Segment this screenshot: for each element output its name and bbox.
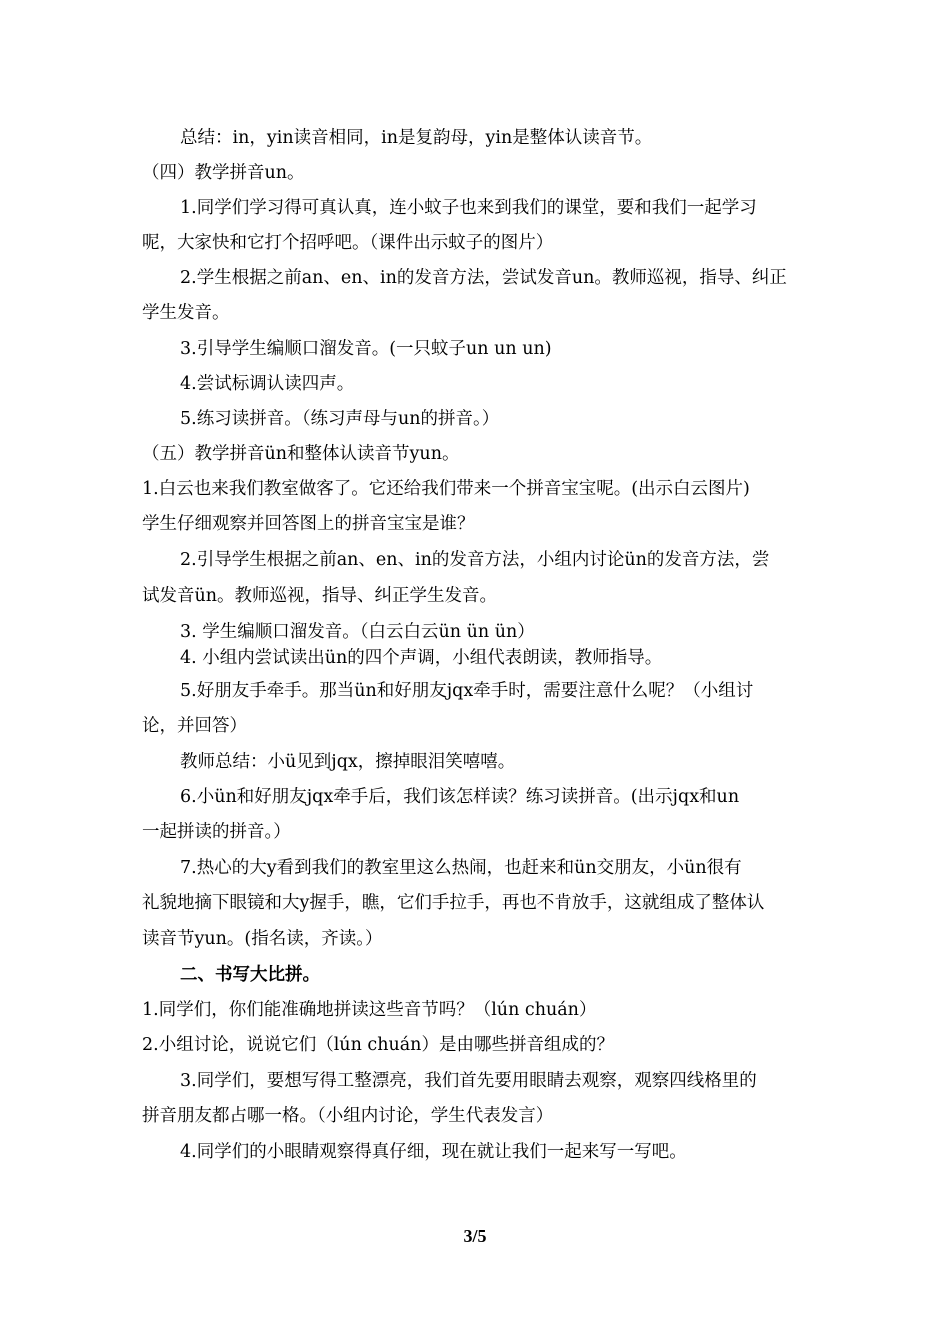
paragraph-line: 6.小ün和好朋友jqx牵手后，我们该怎样读？练习读拼音。(出示jqx和un [180,787,740,807]
paragraph-line: 2.小组讨论，说说它们（lún chuán）是由哪些拼音组成的？ [142,1035,614,1055]
paragraph-line: 论，并回答） [142,716,247,736]
paragraph-line: 拼音朋友都占哪一格。（小组内讨论，学生代表发言） [142,1106,554,1126]
paragraph-line: 5.练习读拼音。（练习声母与un的拼音。） [180,409,500,429]
paragraph-line: 2.学生根据之前an、en、in的发音方法，尝试发音un。教师巡视，指导、纠正 [180,268,787,288]
paragraph-line: 教师总结：小ü见到jqx，擦掉眼泪笑嘻嘻。 [180,752,516,772]
section-heading-writing: 二、书写大比拼。 [180,965,320,985]
paragraph-line: 学生仔细观察并回答图上的拼音宝宝是谁？ [142,514,475,534]
paragraph-line: 2.引导学生根据之前an、en、in的发音方法，小组内讨论ün的发音方法，尝 [180,550,770,570]
paragraph-line: 3. 学生编顺口溜发音。（白云白云ün ün ün） [180,622,535,642]
summary-line: 总结：in，yin读音相同，in是复韵母，yin是整体认读音节。 [180,128,653,148]
paragraph-line: 3.引导学生编顺口溜发音。(一只蚊子un un un) [180,339,552,359]
paragraph-line: 呢，大家快和它打个招呼吧。（课件出示蚊子的图片） [142,233,554,253]
paragraph-line: 1.白云也来我们教室做客了。它还给我们带来一个拼音宝宝呢。(出示白云图片) [142,479,750,499]
paragraph-line: 3.同学们，要想写得工整漂亮，我们首先要用眼睛去观察，观察四线格里的 [180,1071,757,1091]
paragraph-line: 学生发音。 [142,303,230,323]
paragraph-line: 礼貌地摘下眼镜和大y握手，瞧，它们手拉手，再也不肯放手，这就组成了整体认 [142,893,765,913]
paragraph-line: 4. 小组内尝试读出ün的四个声调，小组代表朗读，教师指导。 [180,648,663,668]
section-heading-yun: （五）教学拼音ün和整体认读音节yun。 [142,444,460,464]
paragraph-line: 4.同学们的小眼睛观察得真仔细，现在就让我们一起来写一写吧。 [180,1142,687,1162]
paragraph-line: 1.同学们，你们能准确地拼读这些音节吗？（lún chuán） [142,1000,597,1020]
page-number: 3/5 [463,1226,487,1246]
paragraph-line: 一起拼读的拼音。） [142,822,291,842]
section-heading-un: （四）教学拼音un。 [142,163,305,183]
paragraph-line: 4.尝试标调认读四声。 [180,374,355,394]
paragraph-line: 5.好朋友手牵手。那当ün和好朋友jqx牵手时，需要注意什么呢？（小组讨 [180,681,754,701]
paragraph-line: 7.热心的大y看到我们的教室里这么热闹，也赶来和ün交朋友，小ün很有 [180,858,742,878]
paragraph-line: 试发音ün。教师巡视，指导、纠正学生发音。 [142,586,498,606]
paragraph-line: 读音节yun。(指名读，齐读。） [142,929,383,949]
paragraph-line: 1.同学们学习得可真认真，连小蚊子也来到我们的课堂，要和我们一起学习 [180,198,757,218]
